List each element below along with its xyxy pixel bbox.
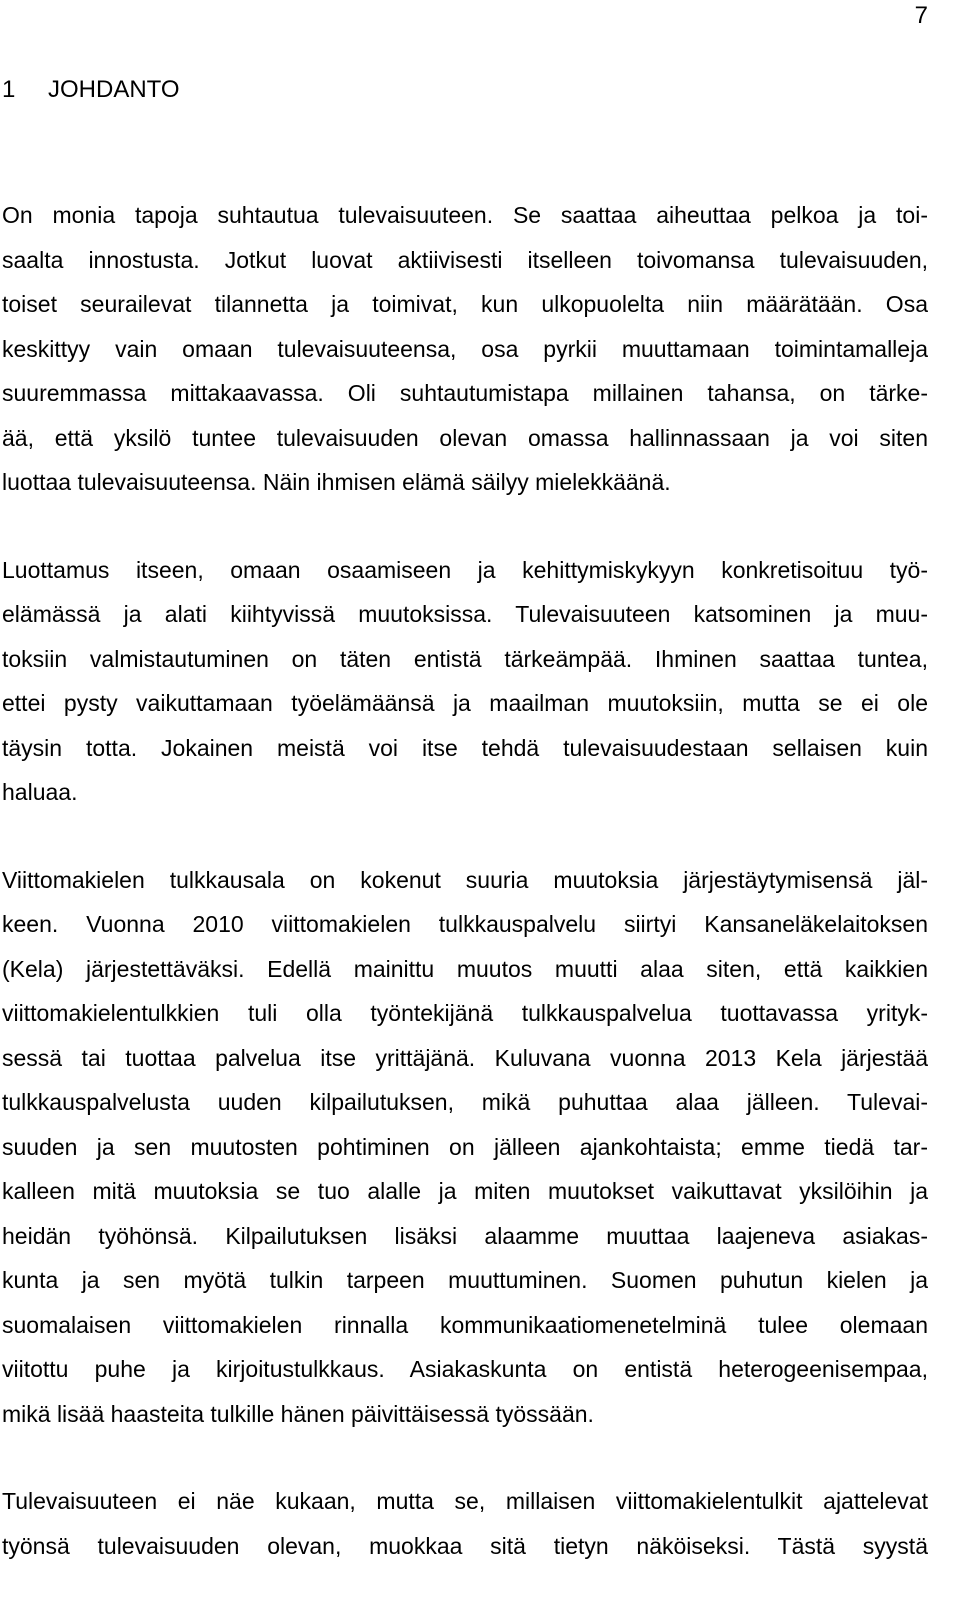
text-line: viitottu puhe ja kirjoitustulkkaus. Asiakaskunta on entistä heterogeenisempaa,: [2, 1356, 928, 1382]
chapter-title: JOHDANTO: [48, 76, 180, 103]
body-text: [2, 193, 928, 1611]
text-line: luottaa tulevaisuuteensa. Näin ihmisen elämä säilyy mielekkäänä.: [2, 469, 671, 495]
text-line: keskittyy vain omaan tulevaisuuteensa, osa pyrkii muuttamaan toimintamalleja: [2, 335, 928, 362]
text-line: suuden ja sen muutosten pohtiminen on jälleen ajankohtaista; emme tiedä tar-: [2, 1133, 928, 1160]
text-line: työnsä tulevaisuuden olevan, muokkaa sitä tietyn näköiseksi. Tästä syystä: [2, 1532, 928, 1559]
text-line: Viittomakielen tulkkausala on kokenut suuria muutoksia järjestäytymisensä jäl-: [2, 866, 928, 893]
text-line: haluaa.: [2, 779, 78, 805]
text-line: kunta ja sen myötä tulkin tarpeen muuttuminen. Suomen puhutun kielen ja: [2, 1267, 928, 1293]
text-line: tulkkauspalvelusta uuden kilpailutuksen, mikä puhuttaa alaa jälleen. Tulevai-: [2, 1089, 928, 1115]
text-line: sessä tai tuottaa palvelua itse yrittäjänä. Kuluvana vuonna 2013 Kela järjestää: [2, 1044, 928, 1071]
paragraph: [2, 193, 928, 505]
text-line: saalta innostusta. Jotkut luovat aktiivisesti itselleen toivomansa tulevaisuuden,: [2, 246, 928, 273]
text-line: kalleen mitä muutoksia se tuo alalle ja miten muutokset vaikuttavat yksilöihin ja: [2, 1178, 928, 1204]
text-line: On monia tapoja suhtautua tulevaisuuteen. Se saattaa aiheuttaa pelkoa ja toi-: [2, 202, 928, 228]
chapter-heading: [2, 75, 180, 105]
text-line: täysin totta. Jokainen meistä voi itse tehdä tulevaisuudestaan sellaisen kuin: [2, 734, 928, 761]
text-line: heidän työhönsä. Kilpailutuksen lisäksi alaamme muuttaa laajeneva asiakas-: [2, 1222, 928, 1249]
text-line: (Kela) järjestettäväksi. Edellä mainittu muutos muutti alaa siten, että kaikkien: [2, 955, 928, 982]
text-line: mikä lisää haasteita tulkille hänen päivittäisessä työssään.: [2, 1400, 594, 1427]
paragraph: [2, 548, 928, 815]
text-line: Luottamus itseen, omaan osaamiseen ja kehittymiskykyyn konkretisoituu työ-: [2, 556, 928, 583]
text-line: viittomakielentulkkien tuli olla työntekijänä tulkkauspalvelua tuottavassa yrityk-: [2, 1000, 928, 1026]
text-line: ää, että yksilö tuntee tulevaisuuden olevan omassa hallinnassaan ja voi siten: [2, 424, 928, 451]
page-number: 7: [914, 2, 928, 29]
text-line: keen. Vuonna 2010 viittomakielen tulkkauspalvelu siirtyi Kansaneläkelaitoksen: [2, 911, 928, 937]
chapter-number: 1: [2, 76, 16, 103]
text-line: suomalaisen viittomakielen rinnalla kommunikaatiomenetelminä tulee olemaan: [2, 1311, 928, 1338]
paragraph: [2, 1479, 928, 1568]
text-line: toiset seurailevat tilannetta ja toimivat, kun ulkopuolelta niin määrätään. Osa: [2, 291, 928, 317]
text-line: toksiin valmistautuminen on täten entistä tärkeämpää. Ihminen saattaa tuntea,: [2, 645, 928, 672]
paragraph: [2, 858, 928, 1437]
text-line: elämässä ja alati kiihtyvissä muutoksissa. Tulevaisuuteen katsominen ja muu-: [2, 601, 928, 627]
text-line: suuremmassa mittakaavassa. Oli suhtautumistapa millainen tahansa, on tärke-: [2, 380, 928, 406]
text-line: Tulevaisuuteen ei näe kukaan, mutta se, millaisen viittomakielentulkit ajattelevat: [2, 1488, 928, 1514]
text-line: ettei pysty vaikuttamaan työelämäänsä ja maailman muutoksiin, mutta se ei ole: [2, 690, 928, 716]
